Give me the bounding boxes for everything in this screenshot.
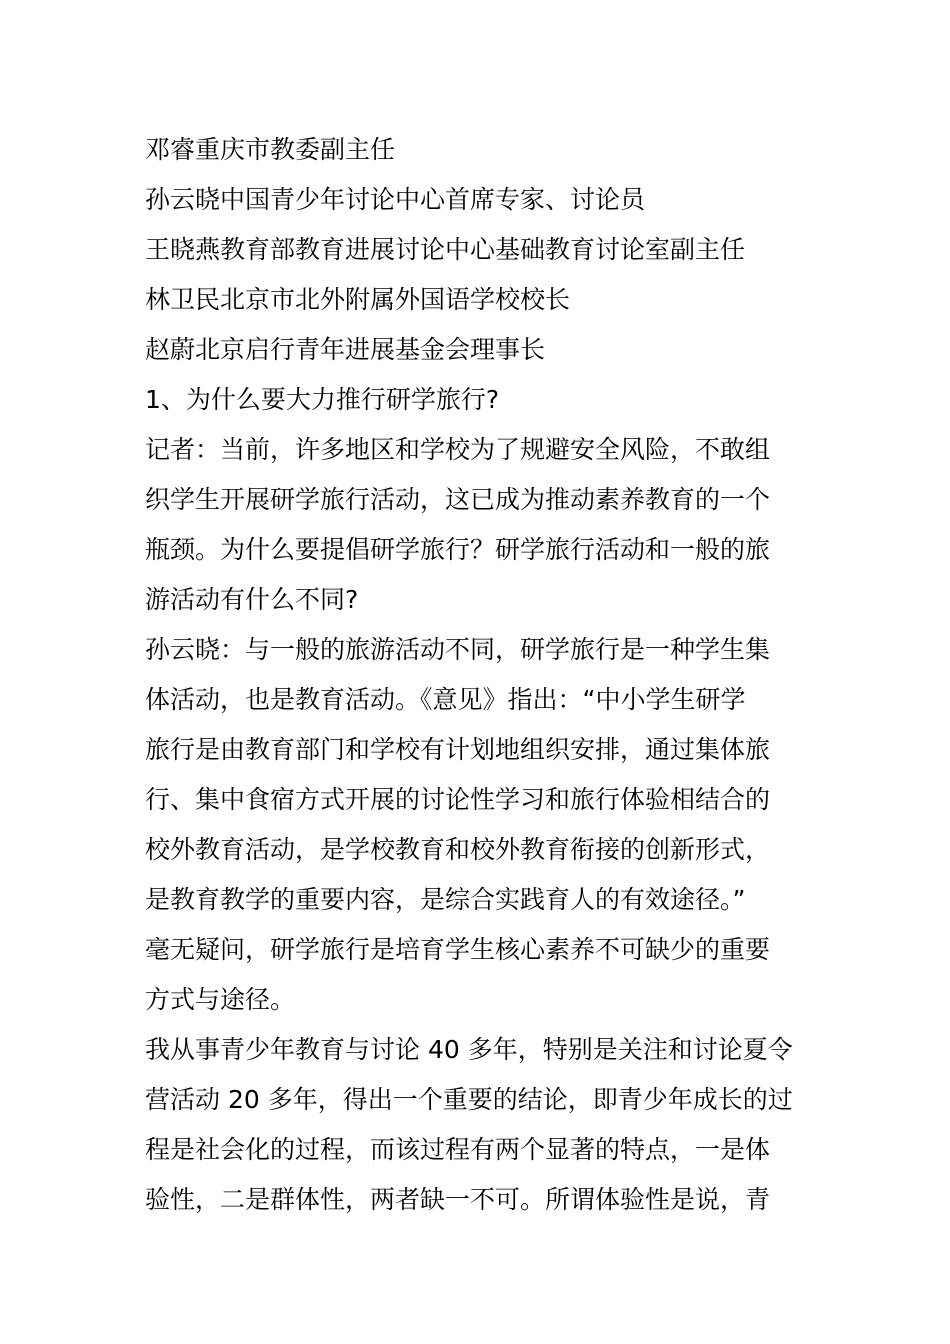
paragraph-line: 方式与途径。: [145, 985, 296, 1014]
paragraph-line: 体活动，也是教育活动。《意见》指出：“中小学生研学: [145, 685, 746, 714]
paragraph-line: 游活动有什么不同?: [145, 585, 359, 614]
paragraph-line: 验性，二是群体性，两者缺一不可。所谓体验性是说，青: [145, 1185, 771, 1214]
paragraph-line: 织学生开展研学旅行活动，这已成为推动素养教育的一个: [145, 485, 771, 514]
document-body: [145, 125, 810, 1225]
paragraph-line: 旅行是由教育部门和学校有计划地组织安排，通过集体旅: [145, 735, 771, 764]
participant-line: 王晓燕教育部教育进展讨论中心基础教育讨论室副主任: [145, 235, 746, 264]
paragraph-line: 毫无疑问，研学旅行是培育学生核心素养不可缺少的重要: [145, 935, 771, 964]
paragraph-line: 记者：当前，许多地区和学校为了规避安全风险，不敢组: [145, 435, 771, 464]
participant-line: 孙云晓中国青少年讨论中心首席专家、讨论员: [145, 185, 646, 214]
paragraph-line: 孙云晓：与一般的旅游活动不同，研学旅行是一种学生集: [145, 635, 771, 664]
participant-line: 赵蔚北京启行青年进展基金会理事长: [145, 335, 546, 364]
paragraph-line: 程是社会化的过程，而该过程有两个显著的特点，一是体: [145, 1135, 771, 1164]
paragraph-line: 我从事青少年教育与讨论 40 多年，特别是关注和讨论夏令: [145, 1035, 793, 1064]
paragraph-line: 行、集中食宿方式开展的讨论性学习和旅行体验相结合的: [145, 785, 771, 814]
paragraph-line: 校外教育活动，是学校教育和校外教育衔接的创新形式，: [145, 835, 771, 864]
participant-line: 林卫民北京市北外附属外国语学校校长: [145, 285, 571, 314]
participant-line: 邓睿重庆市教委副主任: [145, 135, 396, 164]
paragraph-line: 瓶颈。为什么要提倡研学旅行？研学旅行活动和一般的旅: [145, 535, 771, 564]
paragraph-line: 是教育教学的重要内容，是综合实践育人的有效途径。”: [145, 885, 746, 914]
paragraph-line: 营活动 20 多年，得出一个重要的结论，即青少年成长的过: [145, 1085, 793, 1114]
section-heading: 1、为什么要大力推行研学旅行?: [145, 385, 500, 414]
